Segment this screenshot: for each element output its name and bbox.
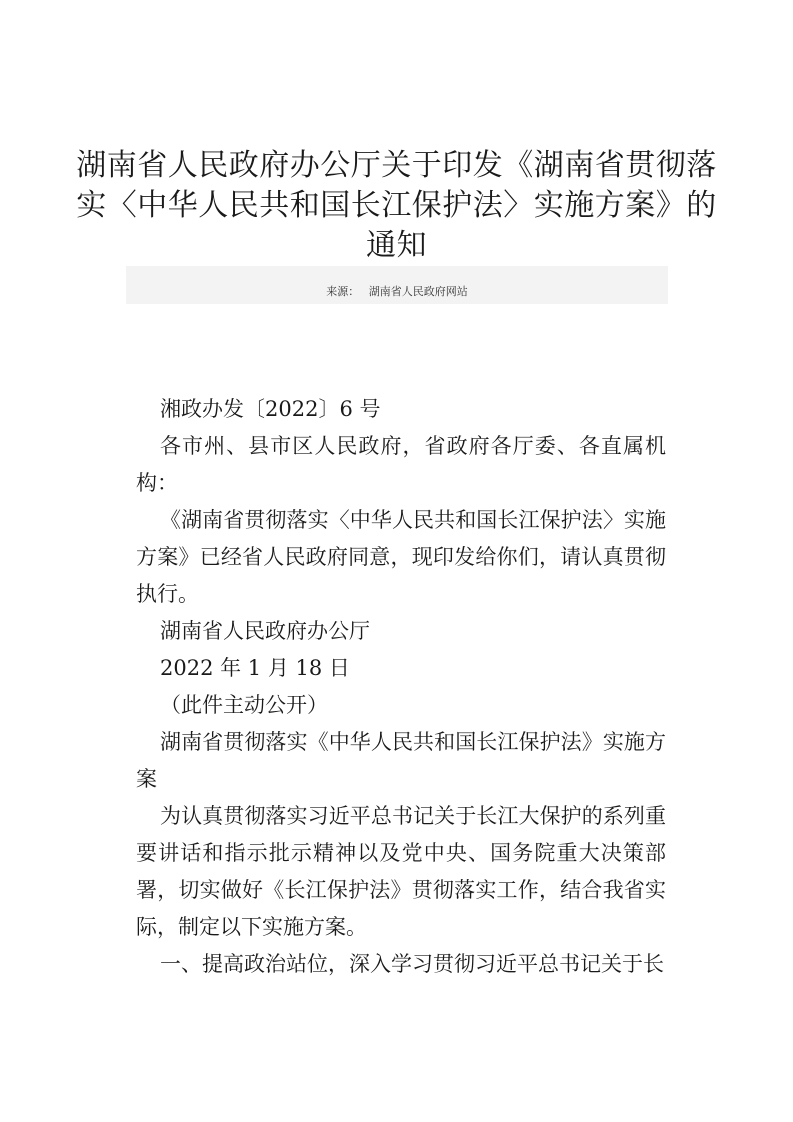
document-body — [136, 391, 666, 983]
source-value: 湖南省人民政府网站 — [368, 285, 468, 298]
issuing-office: 湖南省人民政府办公厅 — [160, 619, 370, 643]
source-bar — [126, 266, 668, 304]
title-line-3: 通知 — [366, 228, 427, 263]
recipients: 各市州、县市区人民政府，省政府各厅委、各直属机构： — [136, 434, 666, 495]
document-number: 湘政办发〔2022〕6 号 — [160, 397, 381, 421]
issue-date: 2022 年 1 月 18 日 — [160, 656, 350, 680]
title-line-1: 湖南省人民政府办公厅关于印发《湖南省贯彻落 — [76, 148, 717, 183]
notice-paragraph: 《湖南省贯彻落实〈中华人民共和国长江保护法〉实施方案》已经省人民政府同意，现印发给你们，请认真贯彻执行。 — [136, 508, 666, 606]
document-title — [70, 146, 723, 266]
section-one-heading: 一、提高政治站位，深入学习贯彻习近平总书记关于长 — [160, 952, 664, 976]
source-label: 来源： — [326, 285, 360, 298]
title-line-2: 实〈中华人民共和国长江保护法〉实施方案》的 — [76, 188, 717, 223]
plan-title: 湖南省贯彻落实《中华人民共和国长江保护法》实施方案 — [136, 730, 666, 791]
disclosure-note: （此件主动公开） — [160, 693, 328, 717]
plan-intro-paragraph: 为认真贯彻落实习近平总书记关于长江大保护的系列重要讲话和指示批示精神以及党中央、国务院重大决策部署，切实做好《长江保护法》贯彻落实工作，结合我省实际，制定以下实施方案。 — [136, 804, 666, 939]
